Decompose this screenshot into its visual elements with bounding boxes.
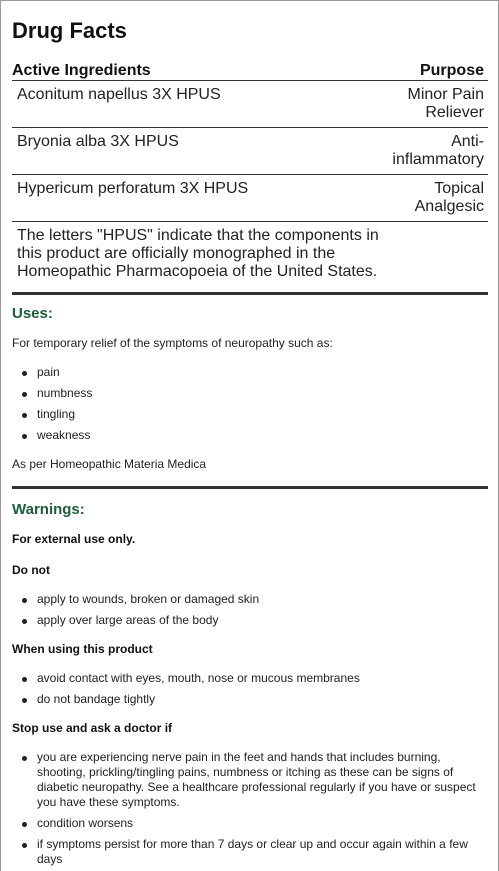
ingredient-purpose: Anti-inflammatory (392, 133, 484, 168)
list-item: tingling (12, 407, 482, 422)
uses-footer: As per Homeopathic Materia Medica (12, 457, 207, 471)
section-divider (12, 486, 488, 489)
ingredient-name: Aconitum napellus 3X HPUS (17, 86, 221, 103)
when-using-label: When using this product (12, 642, 153, 656)
do-not-label: Do not (12, 563, 50, 577)
list-item: if symptoms persist for more than 7 days or clear up and occur again within a few days (12, 837, 482, 867)
ingredient-row (12, 175, 488, 222)
uses-intro: For temporary relief of the symptoms of neuropathy such as: (12, 336, 333, 350)
ingredient-name: Hypericum perforatum 3X HPUS (17, 180, 249, 197)
warnings-heading: Warnings: (12, 501, 85, 518)
list-item: weakness (12, 428, 482, 443)
section-divider (12, 292, 488, 295)
list-item: do not bandage tightly (12, 692, 482, 707)
do-not-list (12, 592, 482, 628)
ingredient-purpose: Minor Pain Reliever (407, 86, 484, 121)
active-ingredients-label: Active Ingredients (12, 62, 151, 79)
active-ingredients-header (12, 62, 488, 81)
ingredient-purpose: Topical Analgesic (414, 180, 484, 215)
list-item: pain (12, 365, 482, 380)
ingredient-name: Bryonia alba 3X HPUS (17, 133, 179, 150)
list-item: apply to wounds, broken or damaged skin (12, 592, 482, 607)
uses-list (12, 365, 482, 443)
stop-use-list (12, 750, 482, 867)
list-item: apply over large areas of the body (12, 613, 482, 628)
when-using-list (12, 671, 482, 707)
list-item: numbness (12, 386, 482, 401)
stop-use-label: Stop use and ask a doctor if (12, 721, 173, 735)
list-item: avoid contact with eyes, mouth, nose or mucous membranes (12, 671, 482, 686)
external-use-text: For external use only. (12, 532, 136, 546)
purpose-label: Purpose (419, 62, 484, 79)
ingredient-row (12, 128, 488, 175)
list-item: condition worsens (12, 816, 482, 831)
uses-heading: Uses: (12, 305, 53, 322)
page-title: Drug Facts (12, 18, 127, 43)
hpus-note: The letters "HPUS" indicate that the components in this product are officially monographed in the Homeopathic Pharmacopoeia of the United States. (17, 227, 379, 280)
list-item: you are experiencing nerve pain in the feet and hands that includes burning, shooting, prickling/tingling pains, numbness or itching as these can be signs of diabetic neuropathy. See a healthcare professional regularly if you have or suspect you have these symptoms. (12, 750, 482, 810)
ingredient-row (12, 81, 488, 128)
